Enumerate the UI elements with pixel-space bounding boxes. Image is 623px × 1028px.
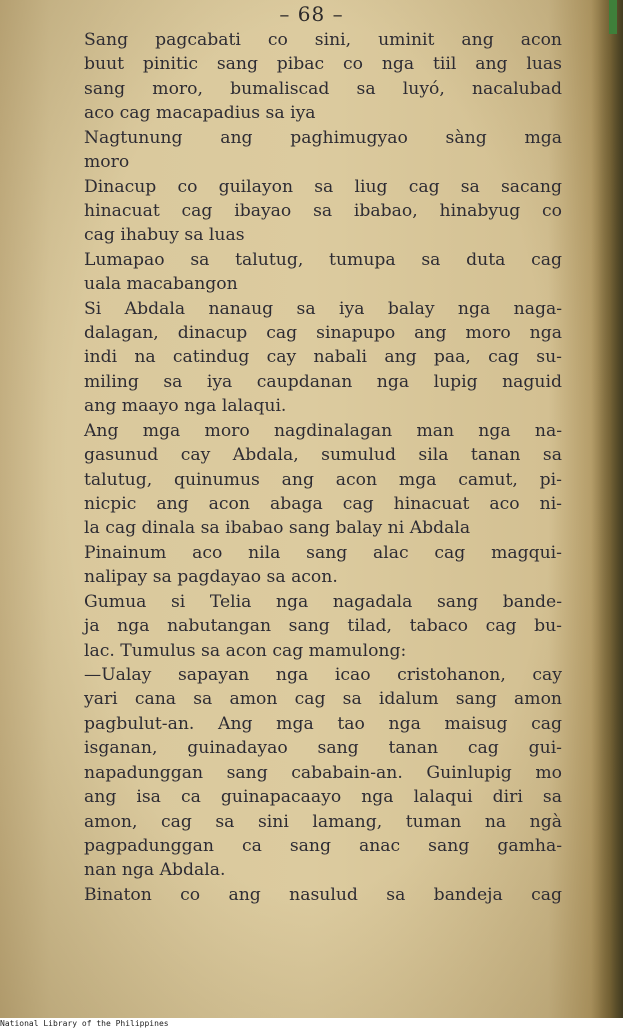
page-number: – 68 –: [279, 2, 344, 26]
text-line: napadunggan sang cababain-an. Guinlupig mo: [84, 762, 562, 783]
text-line: pagpadunggan ca sang anac sang gamha-: [84, 835, 562, 856]
text-line: —Ualay sapayan nga icao cristohanon, cay: [84, 664, 562, 685]
text-line: pagbulut-an. Ang mga tao nga maisug cag: [84, 713, 562, 734]
text-line: la cag dinala sa ibabao sang balay ni Abdala: [84, 518, 471, 539]
text-line: sang moro, bumaliscad sa luyó, nacalubad: [84, 78, 562, 99]
text-line: indi na catindug cay nabali ang paa, cag su-: [84, 347, 562, 368]
library-credit: National Library of the Philippines: [0, 1019, 169, 1028]
text-line: buut pinitic sang pibac co nga tiil ang luas: [84, 54, 562, 75]
text-line: miling sa iya caupdanan nga lupig naguid: [84, 371, 562, 392]
text-line: nalipay sa pagdayao sa acon.: [84, 567, 338, 588]
text-line: Lumapao sa talutug, tumupa sa duta cag: [84, 249, 562, 270]
text-line: dalagan, dinacup cag sinapupo ang moro nga: [84, 323, 562, 344]
text-line: ja nga nabutangan sang tilad, tabaco cag bu-: [84, 616, 562, 637]
text-line: Sang pagcabati co sini, uminit ang acon: [84, 30, 562, 50]
text-line: Gumua si Telia nga nagadala sang bande-: [84, 591, 562, 612]
text-line: aco cag macapadius sa iya: [84, 103, 316, 124]
text-line: Ang mga moro nagdinalagan man nga na-: [84, 420, 562, 441]
text-line: nan nga Abdala.: [84, 860, 226, 881]
text-line: Nagtunung ang paghimugyao sàng mga: [84, 127, 562, 148]
text-line: ang maayo nga lalaqui.: [84, 396, 287, 417]
text-line: Dinacup co guilayon sa liug cag sa sacang: [84, 176, 562, 197]
text-line: nicpic ang acon abaga cag hinacuat aco ni-: [84, 494, 562, 515]
page-text: [84, 28, 562, 907]
text-line: yari cana sa amon cag sa idalum sang amon: [84, 689, 562, 710]
page-edge-shadow: [591, 0, 623, 1018]
text-line: cag ihabuy sa luas: [84, 225, 245, 246]
text-line: ang isa ca guinapacaayo nga lalaqui diri sa: [84, 787, 562, 808]
text-line: talutug, quinumus ang acon mga camut, pi-: [84, 469, 562, 490]
text-line: moro: [84, 152, 130, 173]
text-line: amon, cag sa sini lamang, tuman na ngà: [84, 811, 562, 832]
text-line: isganan, guinadayao sang tanan cag gui-: [84, 738, 562, 759]
text-line: Si Abdala nanaug sa iya balay nga naga-: [84, 298, 562, 319]
text-line: lac. Tumulus sa acon cag mamulong:: [84, 640, 407, 661]
text-line: Pinainum aco nila sang alac cag magqui-: [84, 542, 562, 563]
text-line: Binaton co ang nasulud sa bandeja cag: [84, 884, 562, 905]
text-line: hinacuat cag ibayao sa ibabao, hinabyug co: [84, 200, 562, 221]
text-line: uala macabangon: [84, 274, 238, 295]
text-line: gasunud cay Abdala, sumulud sila tanan sa: [84, 445, 562, 466]
